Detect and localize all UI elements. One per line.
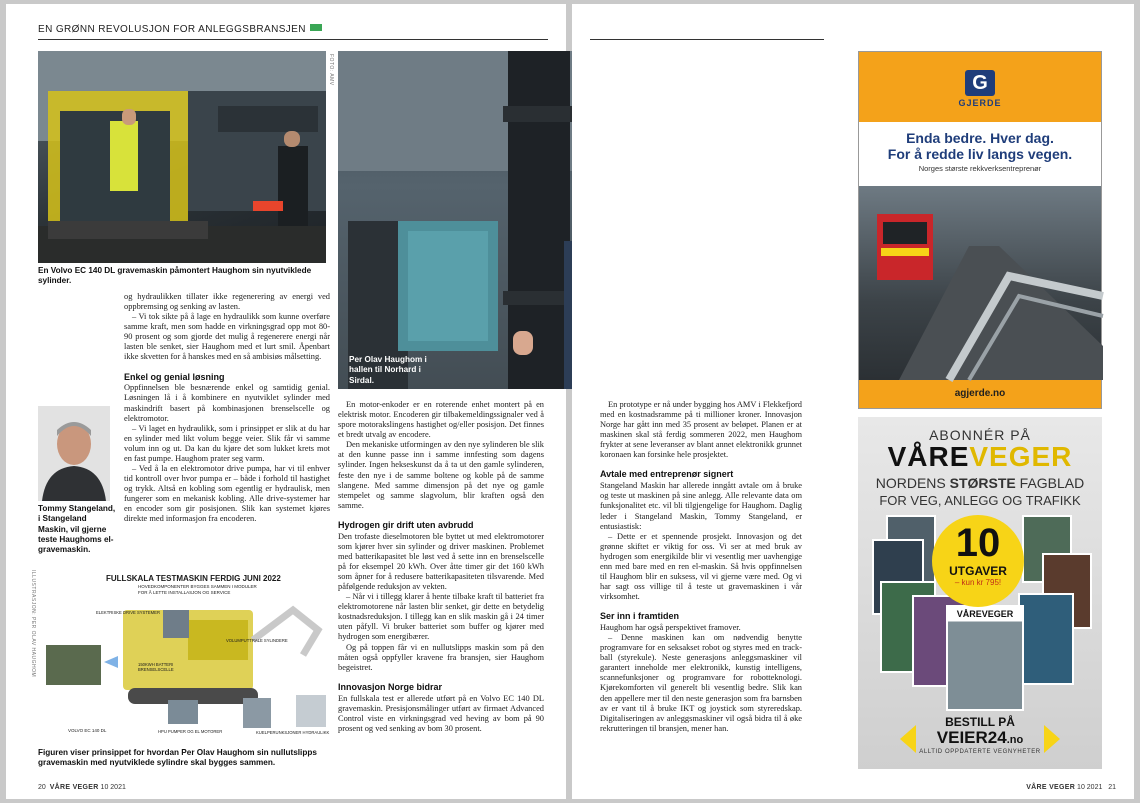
subheading: Avtale med entreprenør signert	[600, 469, 734, 480]
vare-veger-logo: VÅREVEGER	[887, 441, 1073, 472]
caption-diagram: Figuren viser prinsippet for hvordan Per Olav Haughom sin nullutslipps gravemaskin med nyutviklede sylindre skal bygges sammen.	[38, 748, 317, 768]
stangeland-photo	[38, 406, 110, 501]
gjerde-headline-2: For å redde liv langs vegen.	[887, 146, 1073, 162]
chevron-right-icon	[1044, 725, 1060, 753]
column-1-text	[124, 292, 330, 524]
footer-left: 20 VÅRE VEGER 10 2021	[38, 784, 126, 791]
caption-stangeland: Tommy Stangeland, i Stangeland Maskin, vil gjerne teste Haughoms el-gravemaskin.	[38, 504, 116, 554]
magazine-cover	[1018, 593, 1074, 685]
paragraph: – Ved å la en elektromotor drive pumpa, har vi til enhver tid kontroll over hvor pumpa er – både i forhold til hastighet og trykk. Altså en kobling som egentlig er hydraulisk, men fungerer som en mekanisk kobling. Alle drive-systemer har en encoder som gir posisjonen. Slik kan systemet kjøres direkte med informasjon fra encoderen.	[124, 463, 330, 524]
subheading: Innovasjon Norge bidrar	[338, 681, 443, 692]
paragraph: Haughom har også perspektivet framover.	[600, 623, 741, 632]
paragraph: En prototype er nå under bygging hos AMV i Flekkefjord med en kostnadsramme på ti millioner kroner. Innovasjon Norge har gått inn med 35 prosent av beløpet. Planen er at maskinen skal stå ferdig sommeren 2022, men Haughom frykter at sene leveranser av blant annet elektronikk grunnet koronaen kan forsinke hele prosjektet.	[600, 400, 802, 460]
diagram-label-volvo: VOLVO EC 140 DL	[68, 728, 107, 733]
magazine-cover-main	[946, 605, 1024, 711]
paragraph: – Vi laget en hydraulikk, som i prinsippet er slik at du har en sylinder med likt volum begge veier. Slik får vi samme volum inn og ut. Da kan du kjøre det som lukket krets mot en fast pumpe. Haughom prater seg varm.	[124, 423, 330, 463]
excavator-photo	[38, 51, 326, 263]
gjerde-brand: GJERDE	[958, 98, 1002, 108]
caption-portrait-haughom: Per Olav Haughom i hallen til Norhard i Sirdal.	[349, 355, 427, 385]
green-flag-icon	[310, 24, 322, 31]
cta-line-1: BESTILL PÅ	[945, 715, 1015, 729]
gjerde-logo-icon: G	[965, 70, 995, 96]
column-3-text	[600, 400, 802, 734]
caption-excavator: En Volvo EC 140 DL gravemaskin påmontert Haughom sin nyutviklede sylinder.	[38, 266, 312, 286]
subheading: Hydrogen gir drift uten avbrudd	[338, 519, 474, 530]
gjerde-url[interactable]: agjerde.no	[954, 388, 1006, 399]
subscribe-line-1: ABONNÉR PÅ	[929, 427, 1031, 443]
paragraph: – Denne maskinen kan om nødvendig benytte programvare for en seksakset robot og styres med en track-ball (styrekule). Neste generasjons anleggsmaskiner vil garantert inneholde mer elektronikk, kunstig intelligens, scannefunksjoner og programvare for robotteknologi. Kjørekomforten vil generelt bli vesentlig bedre. Slik kan den appellere mer til den neste generasjon som fra barnsben av er vant til å bruke IKT og joystick som styreredskap. Digitaliseringen av anleggsmaskiner vil også bidra til å øke rekrutteringen til bransjen, mener han.	[600, 633, 802, 733]
gjerde-sub: Norges største rekkverksentreprenør	[918, 164, 1042, 173]
subheading: Enkel og genial løsning	[124, 371, 225, 382]
header-rule	[590, 39, 824, 40]
order-cta[interactable]	[858, 715, 1102, 769]
paragraph: – Når vi i tillegg klarer å hente tilbake kraft til batteriet fra elektromotorene når lasten blir senket, gir dette en betydelig kostnadsreduksjon. I tillegg kan en slik maskin gå i 24 timer uten påfyll. Vi bruker batteriet som buffer og kjører med hydrogen som energibærer.	[338, 592, 544, 642]
paragraph: og hydraulikken tillater ikke regenerering av energi ved oppbremsing og senking av lasten.	[124, 292, 330, 312]
diagram-label-cylinders: VOLUMPUTTRALE SYLINDERE	[226, 638, 288, 643]
diagram-label-electric: ELEKTRISKE DRIVE SYSTEMER	[96, 610, 160, 615]
cover-title: VÅREVEGER	[956, 609, 1014, 619]
gjerde-headline-1: Enda bedre. Hver dag.	[906, 130, 1054, 146]
photo-credit-amv: FOTO: AMV	[328, 54, 334, 86]
subscribe-ad[interactable]	[858, 417, 1102, 769]
diagram-subtitle: HOVEDKOMPONENTER BYGGES SAMMEN I MODULER FOR Å LETTE INSTALLASJON OG SERVICE	[138, 584, 257, 595]
cta-line-2: VEIER24.no	[936, 728, 1024, 747]
paragraph: En fullskala test er allerede utført på en Volvo EC 140 DL gravemaskin. Presisjonsmålinger utført av firmaet Advanced Control viste en virkningsgrad ved heving av bom på 90 prosent og ved senking av bom 30 prosent.	[338, 693, 544, 733]
section-tag: EN GRØNN REVOLUSJON FOR ANLEGGSBRANSJEN	[38, 24, 322, 35]
subheading: Ser inn i framtiden	[600, 611, 680, 622]
paragraph: Og på toppen får vi en nullutslipps maskin som på den måten også oppfyller kravene fra bransjen, sier Haughom begeistret.	[338, 642, 544, 672]
price-badge	[932, 515, 1024, 607]
subscribe-line-2: NORDENS STØRSTE FAGBLAD	[875, 475, 1085, 491]
magazine-covers	[872, 515, 1092, 715]
paragraph: Oppfinnelsen ble besnærende enkel og samtidig genial. Løsningen lå i å kombinere en nyutviklet sylinder med maskindrift basert på kombinasjonen brenselscelle og elektromotor.	[124, 383, 330, 423]
paragraph: – Dette er et spennende prosjekt. Innovasjon og det grønne skiftet er viktig for oss. Vi ser at med bruk av hydrogen som energikilde blir vi vesentlig mer uavhengige enn med bare med en ren el-maskin. Så hvis oppfinnelsen til Haughom blir en suksess, vil vi gjerne være med. Og vi har sagt oss villige til å teste ut gravemaskinen i vår virksomhet.	[600, 531, 802, 602]
gjerde-road-photo	[859, 186, 1101, 380]
diagram-label-hpu: HPU PUMPER OG EL MOTORER	[158, 729, 223, 734]
diagram-title: FULLSKALA TESTMASKIN FERDIG JUNI 2022	[106, 574, 281, 583]
column-2-text	[338, 400, 544, 734]
gjerde-headline-box	[859, 122, 1101, 186]
paragraph: Stangeland Maskin har allerede inngått avtale om å bruke og teste ut maskinen på sine anlegg. Alle relevante data om funksjonalitet etc. vil bli tilgjengelige for Haughom. Daglig leder i Stangeland Maskin, Tommy Stangeland, er entusiastisk:	[600, 481, 802, 531]
paragraph: En motor-enkoder er en roterende enhet montert på en elektrisk motor. Encoderen gir tilbakemeldingssignaler ved å spore motorakslingens hastighet og/eller posisjon. Det finnes et bredt utvalg av encodere.	[338, 400, 544, 440]
footer-right: VÅRE VEGER 10 2021 21	[1026, 784, 1116, 791]
illustration-credit: ILLUSTRASJON: PER OLAV HAUGHOM	[30, 570, 36, 678]
right-page	[572, 4, 1134, 799]
paragraph: – Vi tok sikte på å lage en hydraulikk som kunne overføre samme kraft, men som hadde en virkningsgrad opp mot 80-90 prosent og som gjorde det mulig å regenerere energi når lasten ble senket, sier Haughom med et lurt smil. Åpenbart ikke skvetten for å hanskes med en så ambisiøs målsetting.	[124, 312, 330, 362]
cta-line-3: ALLTID OPPDATERTE VEGNYHETER	[919, 749, 1041, 755]
subscribe-line-3: FOR VEG, ANLEGG OG TRAFIKK	[879, 493, 1081, 508]
prototype-diagram	[38, 570, 336, 748]
badge-price: – kun kr 795!	[954, 578, 1002, 587]
diagram-label-hydraulics: KUELPERUNKSJONER HYDRAULIKK	[256, 730, 330, 735]
badge-text: UTGAVER	[949, 564, 1007, 578]
diagram-label-battery: 150KWH BATTERI BRENSELSCELLE	[138, 662, 174, 672]
paragraph: Den trofaste dieselmotoren ble byttet ut med elektromotorer som kjører hver sin sylinder og driver maskinen. Problemet med batterikapasitet ble løst ved å sette inn en brenselscelle på for eksempel 20 kWh. Over åtte timer gir det 160 kWh som åpner for å redusere batterikapasiteten tilsvarende. Med påfølgende reduksjon av vekten.	[338, 531, 544, 592]
badge-number: 10	[955, 521, 1001, 565]
chevron-left-icon	[900, 725, 916, 753]
header-rule	[38, 39, 548, 40]
paragraph: Den mekaniske utformingen av den nye sylinderen ble slik at den kunne passe inn i samme innfesting som dagens sylinder. Ingen hekseskunst da å ta ut den gamle sylinderen, feste den nye i de samme boltene og koble på de samme slangene. Med samme dimensjon på det nye og gamle stempelet og samme slagvolum, blir kraften også den samme.	[338, 440, 544, 510]
left-page	[6, 4, 566, 799]
gjerde-ad[interactable]	[858, 51, 1102, 409]
